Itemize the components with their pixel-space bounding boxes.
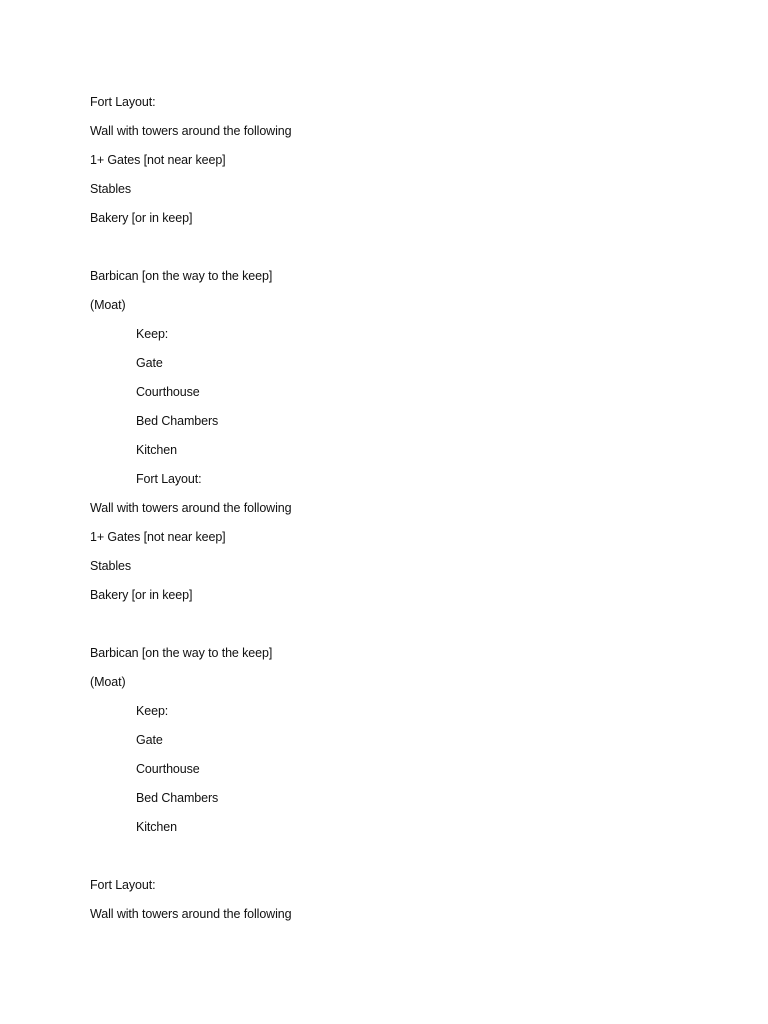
- text-line: Barbican [on the way to the keep]: [90, 646, 273, 660]
- text-line: Bed Chambers: [136, 414, 219, 428]
- text-line: Bakery [or in keep]: [90, 211, 193, 225]
- text-line: 1+ Gates [not near keep]: [90, 153, 226, 167]
- text-line: Gate: [136, 733, 163, 747]
- text-line: Fort Layout:: [136, 472, 202, 486]
- text-line: (Moat): [90, 298, 126, 312]
- text-line: Wall with towers around the following: [90, 501, 292, 515]
- text-line: Wall with towers around the following: [90, 907, 292, 921]
- text-line: Barbican [on the way to the keep]: [90, 269, 273, 283]
- text-line: Keep:: [136, 327, 169, 341]
- text-line: Gate: [136, 356, 163, 370]
- text-line: (Moat): [90, 675, 126, 689]
- text-line: Bed Chambers: [136, 791, 219, 805]
- text-line: Bakery [or in keep]: [90, 588, 193, 602]
- blank-line: [90, 237, 710, 266]
- document-body: [90, 92, 710, 933]
- text-line: Fort Layout:: [90, 95, 156, 109]
- text-line: Fort Layout:: [90, 878, 156, 892]
- blank-line: [90, 846, 710, 875]
- text-line: Keep:: [136, 704, 169, 718]
- text-line: Stables: [90, 182, 131, 196]
- text-line: Stables: [90, 559, 131, 573]
- text-line: Courthouse: [136, 385, 200, 399]
- text-line: Courthouse: [136, 762, 200, 776]
- text-line: Wall with towers around the following: [90, 124, 292, 138]
- text-line: Kitchen: [136, 820, 177, 834]
- text-line: 1+ Gates [not near keep]: [90, 530, 226, 544]
- blank-line: [90, 614, 710, 643]
- text-line: Kitchen: [136, 443, 177, 457]
